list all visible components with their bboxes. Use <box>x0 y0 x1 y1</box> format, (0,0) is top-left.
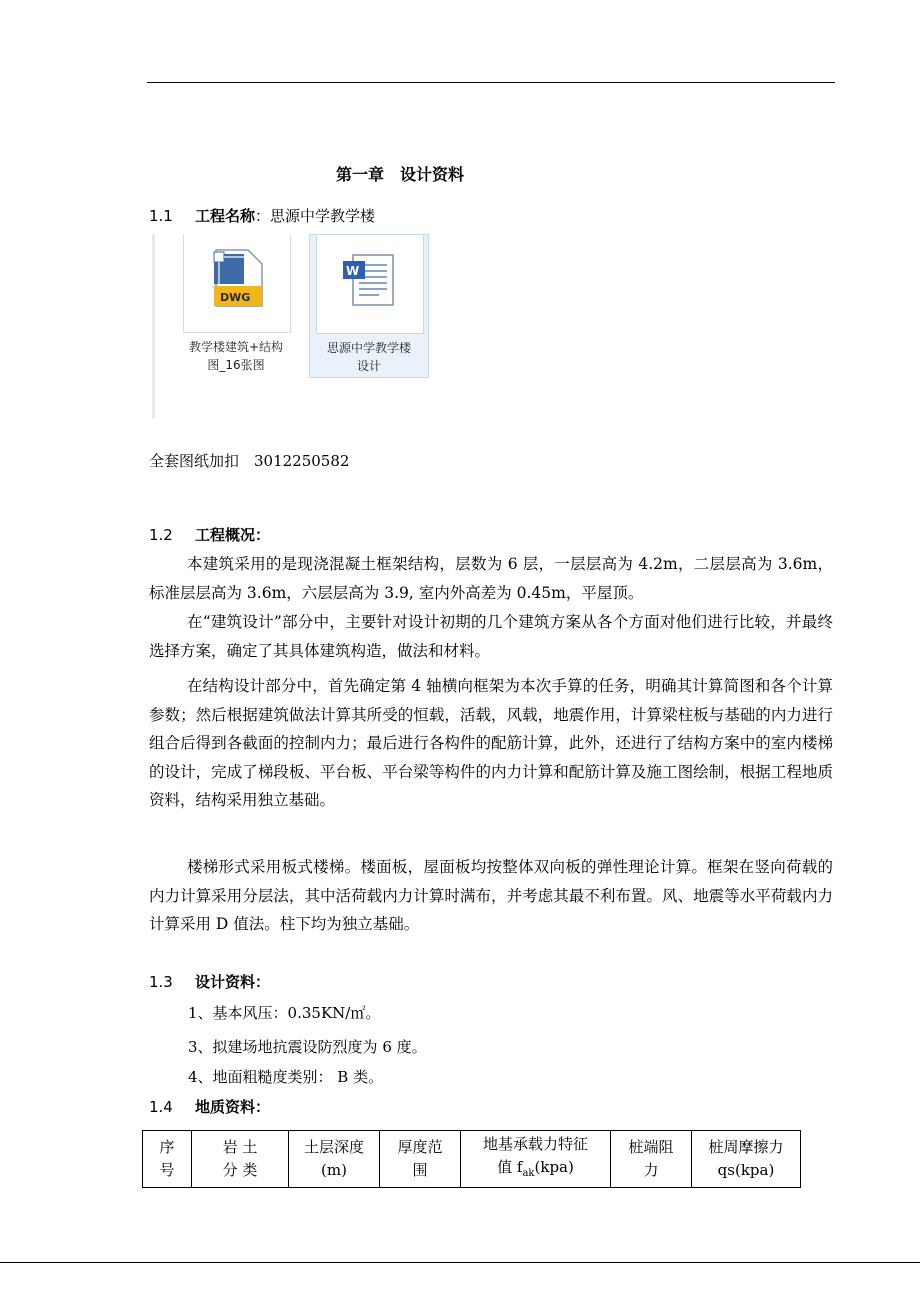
file-name-line: 教学楼建筑+结构 <box>188 340 284 354</box>
table-header-cell: 厚度范 围 <box>380 1131 461 1188</box>
chapter-title: 第一章 设计资料 <box>335 165 464 184</box>
file-name <box>310 339 428 375</box>
overview-paragraph: 楼梯形式采用板式楼梯。楼面板，屋面板均按整体双向板的弹性理论计算。框架在竖向荷载的内力计算采用分层法，其中活荷载内力计算时满布，并考虑其最不利布置。风、地震等水平荷载内力计算采用 D 值法。柱下均为独立基础。 <box>149 858 833 933</box>
table-header-cell: 桩周摩擦力 qs(kpa) <box>692 1131 801 1188</box>
table-header-cell: 地基承载力特征 值 $f_{ak}(kpa)$ <box>461 1131 611 1188</box>
section-1-2 <box>149 524 270 545</box>
file-name-line: 思源中学教学楼 <box>326 341 411 355</box>
word-document-icon <box>339 251 399 309</box>
file-name-line: 设计 <box>356 359 381 373</box>
section-1-1 <box>149 205 375 226</box>
svg-text:W: W <box>346 264 360 278</box>
table-header-cell: 土层深度 (m) <box>289 1131 380 1188</box>
file-item-dwg[interactable] <box>177 234 295 376</box>
section-title: 地质资料： <box>195 1098 271 1116</box>
geology-table <box>142 1130 801 1188</box>
design-item: 3、拟建场地抗震设防烈度为 6 度。 <box>188 1038 427 1056</box>
header-rule <box>147 82 835 83</box>
design-item: 1、基本风压：0.35KN/㎡。 <box>188 1004 381 1022</box>
overview-paragraph: 在结构设计部分中，首先确定第 4 轴横向框架为本次手算的任务，明确其计算简图和各个计算参数；然后根据建筑做法计算其所受的恒载，活载，风载，地震作用，计算梁柱板与基础的内力进行组合后得到各截面的控制内力；最后进行各构件的配筋计算，此外，还进行了结构方案中的室内楼梯的设计，完成了梯段板、平台板、平台梁等构件的内力计算和配筋计算及施工图绘制，根据工程地质资料，结构采用独立基础。 <box>149 677 833 809</box>
table-header-row <box>143 1131 801 1188</box>
contact-text: 全套图纸加扣 3012250582 <box>149 452 350 470</box>
dwg-badge: DWG <box>220 291 251 304</box>
file-name-line: 图_16张图 <box>207 358 265 372</box>
table-header-cell: 桩端阻 力 <box>611 1131 692 1188</box>
overview-paragraph: 本建筑采用的是现浇混凝土框架结构，层数为 6 层，一层层高为 4.2m，二层层高为 3.6m，标准层层高为 3.6m，六层层高为 3.9, 室内外高差为 0.45m，平屋顶。 <box>149 555 833 602</box>
overview-paragraph: 在“建筑设计”部分中，主要针对设计初期的几个建筑方案从各个方面对他们进行比较，并最终选择方案，确定了其具体建筑构造，做法和材料。 <box>149 613 833 660</box>
section-title: 设计资料： <box>195 973 271 991</box>
file-name <box>177 338 295 374</box>
section-1-4 <box>149 1096 270 1117</box>
file-thumbnail <box>316 235 424 334</box>
section-title: 工程名称 <box>195 207 256 225</box>
file-thumbnail <box>183 234 291 333</box>
footer-rule <box>0 1262 920 1263</box>
table-header-cell: 序 号 <box>143 1131 192 1188</box>
section-number: 1.2 <box>149 526 173 544</box>
design-item: 4、地面粗糙度类别： B 类。 <box>188 1068 384 1086</box>
section-number: 1.4 <box>149 1098 173 1116</box>
file-item-word[interactable] <box>309 234 429 378</box>
section-1-3 <box>149 971 270 992</box>
table-header-cell: 岩 土 分 类 <box>192 1131 289 1188</box>
section-title: 工程概况： <box>195 526 271 544</box>
section-number: 1.3 <box>149 973 173 991</box>
file-explorer-screenshot <box>152 234 507 418</box>
section-number: 1.1 <box>149 207 173 225</box>
dwg-file-icon <box>210 248 266 308</box>
project-name: ：思源中学教学楼 <box>255 207 376 225</box>
